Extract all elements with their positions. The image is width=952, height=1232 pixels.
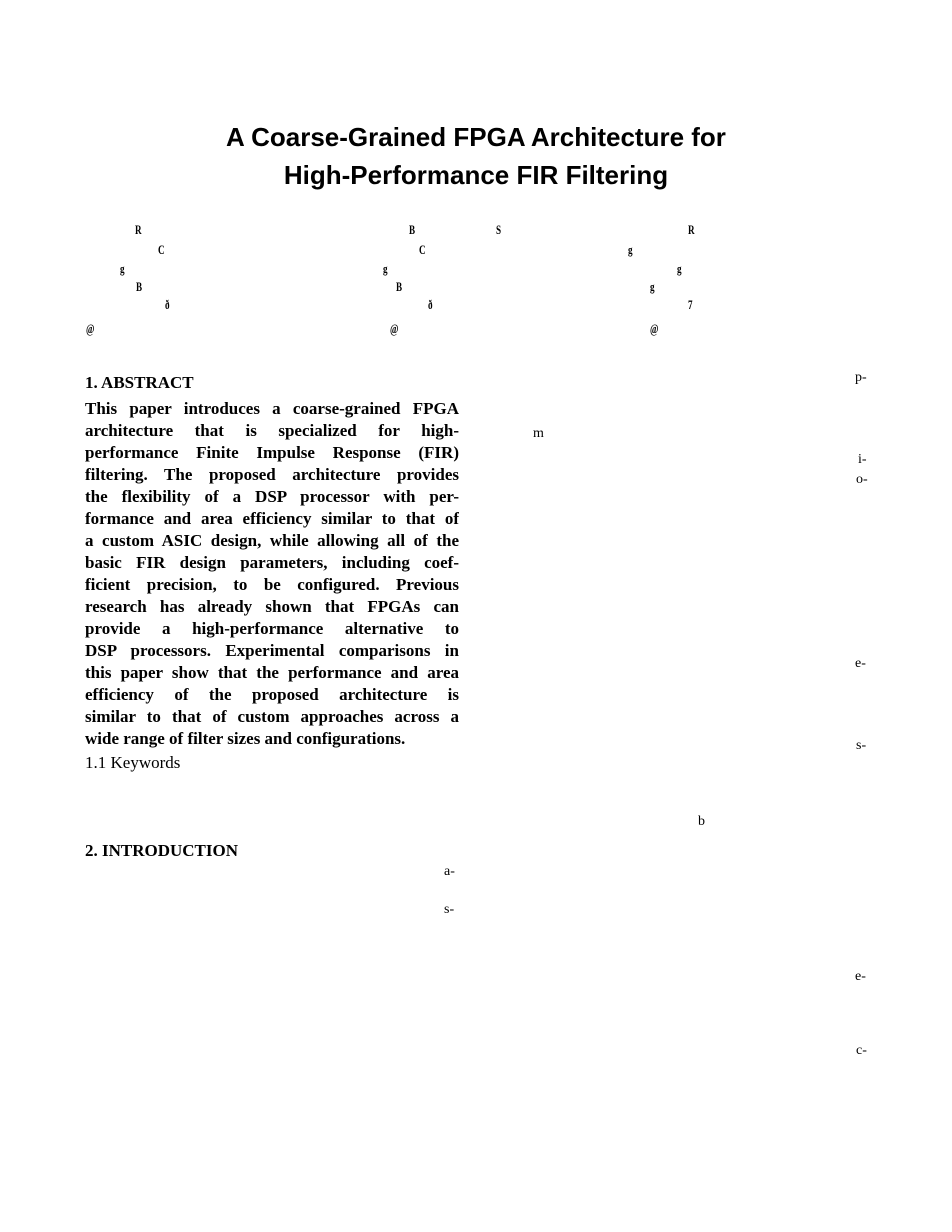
author-glyph: g <box>677 261 680 276</box>
author-glyph: C <box>158 242 163 257</box>
author-glyph: g <box>628 242 631 257</box>
text-fragment: p- <box>855 370 867 385</box>
text-fragment: e- <box>855 656 866 671</box>
author-glyph: @ <box>390 321 397 336</box>
text-fragment: b <box>698 814 705 829</box>
text-fragment: s- <box>856 738 867 753</box>
abstract-line: performance Finite Impulse Response (FIR) <box>85 443 459 462</box>
author-glyph: R <box>135 222 140 237</box>
author-glyph: @ <box>86 321 93 336</box>
author-glyph: g <box>120 261 123 276</box>
abstract-line: filtering. The proposed architecture provides <box>85 465 459 484</box>
author-glyph: B <box>136 279 140 294</box>
abstract-heading: 1. ABSTRACT <box>85 373 194 392</box>
abstract-line: ficient precision, to be configured. Previous <box>85 575 459 594</box>
abstract-line: this paper show that the performance and area <box>85 663 459 682</box>
abstract-line: This paper introduces a coarse-grained FPGA <box>85 399 459 418</box>
abstract-line: efficiency of the proposed architecture is <box>85 685 459 704</box>
author-glyph: g <box>650 279 653 294</box>
author-glyph: ð <box>428 297 431 312</box>
abstract-line: architecture that is specialized for high- <box>85 421 459 440</box>
text-fragment: c- <box>856 1043 867 1058</box>
keywords-heading: 1.1 Keywords <box>85 753 181 772</box>
author-glyph: ð <box>165 297 168 312</box>
title-line-2: High-Performance FIR Filtering <box>283 160 669 190</box>
text-fragment: a- <box>444 864 455 879</box>
abstract-line: the flexibility of a DSP processor with per- <box>85 487 459 506</box>
introduction-heading: 2. INTRODUCTION <box>85 841 239 860</box>
abstract-line: basic FIR design parameters, including coef- <box>85 553 459 572</box>
author-glyph: @ <box>650 321 657 336</box>
text-fragment: e- <box>855 969 866 984</box>
page-title <box>0 118 952 194</box>
abstract-line: research has already shown that FPGAs can <box>85 597 459 616</box>
text-fragment: o- <box>856 472 868 487</box>
abstract-line: a custom ASIC design, while allowing all of the <box>85 531 459 550</box>
author-glyph: B <box>396 279 400 294</box>
author-glyph: g <box>383 261 386 276</box>
author-glyph: 7 <box>688 297 691 312</box>
text-fragment: s- <box>444 902 455 917</box>
abstract-line: wide range of filter sizes and configurations. <box>85 729 406 748</box>
author-glyph: R <box>688 222 693 237</box>
text-fragment: m <box>533 426 544 441</box>
text-fragment: i- <box>858 452 867 467</box>
author-glyph: S <box>496 222 499 237</box>
author-glyph: B <box>409 222 413 237</box>
author-glyph: C <box>419 242 424 257</box>
abstract-line: formance and area efficiency similar to that of <box>85 509 459 528</box>
abstract-line: provide a high-performance alternative to <box>85 619 459 638</box>
abstract-line: similar to that of custom approaches across a <box>85 707 459 726</box>
abstract-line: DSP processors. Experimental comparisons in <box>85 641 459 660</box>
title-line-1: A Coarse-Grained FPGA Architecture for <box>226 122 726 152</box>
